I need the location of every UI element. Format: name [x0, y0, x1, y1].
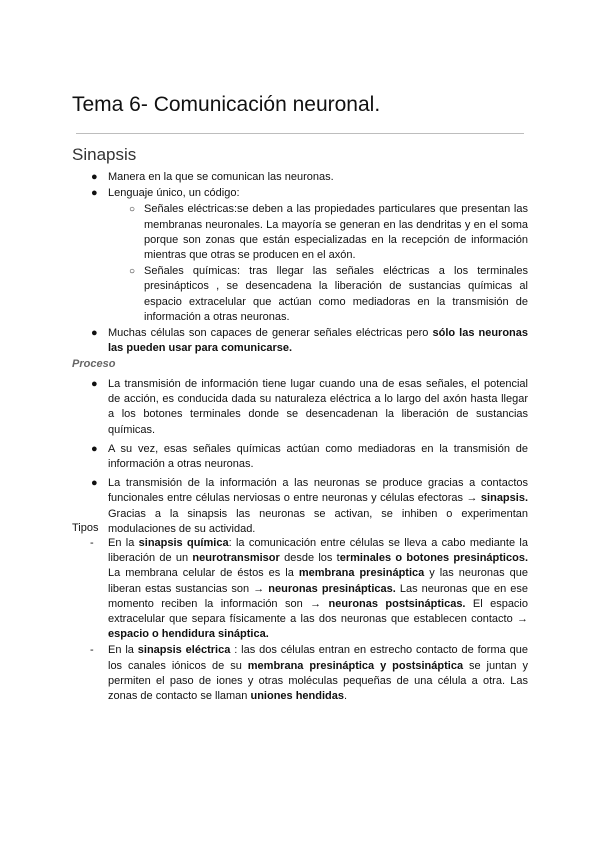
list-item — [0, 326, 600, 356]
list-item-text: La transmisión de información tiene lugar cuando una de esas señales, el potencial de acción, es conducida dada su naturaleza eléctrica a lo largo del axón hasta llegar a los botones terminales donde se desencadenan la liberación de sustancias químicas. — [108, 378, 528, 436]
list-item-text: Muchas células son capaces de generar señales eléctricas pero sólo las neuronas las pueden usar para comunicarse. — [108, 327, 529, 355]
bullet-marker: ● — [91, 477, 98, 490]
circle-marker: ○ — [129, 204, 136, 216]
list-item-text: La transmisión de la información a las neuronas se produce gracias a contactos funcionales entre células nerviosas o entre neuronas y células efectoras → sinapsis. Gracias a la sinapsis las neuronas se activan, se inhiben o experimentan modulaciones de su actividad. — [108, 477, 528, 535]
bullet-marker: ● — [91, 171, 98, 183]
sub-list-item-text: Señales eléctricas:se deben a las propiedades particulares que presentan las membranas neuronales. La mayoría se generan en las dendritas y en el soma porque son zonas que están especializadas en la recepción de información mientras que otras se producen en el axón. — [144, 203, 528, 262]
bullet-marker: ● — [91, 378, 98, 390]
tipos-list — [0, 536, 600, 704]
circle-marker: ○ — [129, 266, 136, 278]
list-item-text: A su vez, esas señales químicas actúan como mediadoras en la transmisión de información a otras neuronas. — [108, 442, 528, 471]
dash-marker: - — [90, 537, 94, 549]
list-item-text: Lenguaje único, un código: — [108, 187, 240, 200]
sub-list-item-text: Señales químicas: tras llegar las señales eléctricas a los terminales presinápticos , se desencadena la liberación de sustancias químicas al espacio extracelular que actúan como mediadoras en la transmisión de información a otras neuronas. — [144, 265, 528, 323]
list-item-text: En la sinapsis química: la comunicación entre células se lleva a cabo mediante la liberación de un neurotransmisor desde los terminales o botones presinápticos. La membrana celular de éstos es la membrana presináptica y las neuronas que liberan estas sustancias son → neuronas presinápticas. Las neuronas que en ese momento reciben la información son → neuronas postsinápticas. El espacio extracelular que separa físicamente a las dos neuronas que establecen contacto → espacio o hendidura sináptica. — [108, 537, 528, 641]
list-item — [0, 170, 600, 185]
subheading-proceso: Proceso — [72, 358, 116, 370]
bullet-marker: ● — [91, 442, 98, 455]
list-item — [0, 536, 600, 642]
list-item — [0, 186, 600, 201]
proceso-list — [0, 377, 600, 537]
list-item — [0, 442, 600, 472]
subheading-tipos: Tipos — [72, 522, 99, 534]
list-item — [0, 643, 600, 704]
bullet-marker: ● — [91, 187, 98, 200]
list-item — [0, 377, 600, 438]
list-item-text: Manera en la que se comunican las neuronas. — [108, 171, 334, 183]
list-item-text: En la sinapsis eléctrica : las dos células entran en estrecho contacto de forma que los canales iónicos de su membrana presináptica y postsináptica se juntan y permiten el paso de iones y otras moléculas pequeñas de una célula a otra. Las zonas de contacto se llaman uniones hendidas. — [108, 644, 528, 703]
bullet-marker: ● — [91, 327, 98, 340]
dash-marker: - — [90, 644, 94, 657]
sub-list-item — [0, 264, 600, 325]
page-title: Tema 6- Comunicación neuronal. — [72, 93, 381, 116]
sinapsis-list — [0, 170, 600, 356]
sub-list-item — [0, 202, 600, 263]
title-divider — [76, 133, 524, 134]
section-heading-sinapsis: Sinapsis — [72, 145, 137, 164]
